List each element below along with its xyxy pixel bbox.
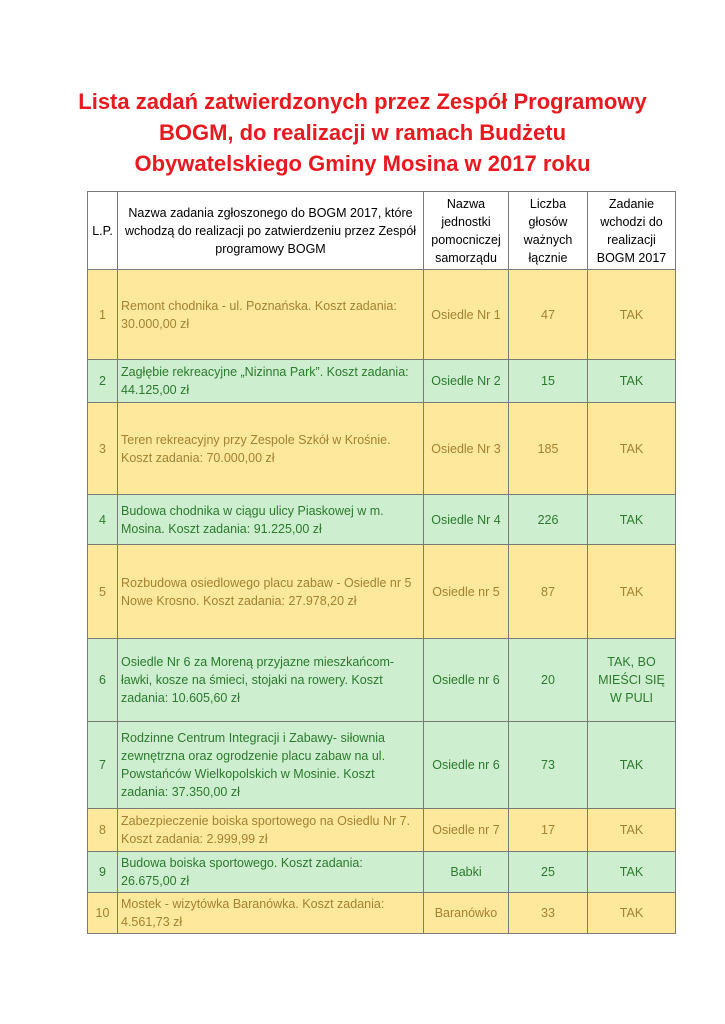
cell-lp: 7 (88, 722, 118, 809)
cell-task-name: Remont chodnika - ul. Poznańska. Koszt zadania: 30.000,00 zł (118, 270, 424, 360)
cell-votes: 87 (509, 545, 588, 639)
cell-task-name: Teren rekreacyjny przy Zespole Szkół w Krośnie. Koszt zadania: 70.000,00 zł (118, 403, 424, 495)
table-row (88, 495, 676, 545)
cell-lp: 9 (88, 852, 118, 893)
cell-votes: 17 (509, 809, 588, 852)
title-line-1: Lista zadań zatwierdzonych przez Zespół Programowy (78, 89, 647, 114)
cell-votes: 185 (509, 403, 588, 495)
header-unit: Nazwa jednostki pomocniczej samorządu (424, 192, 509, 270)
cell-task-name: Osiedle Nr 6 za Moreną przyjazne mieszkańcom- ławki, kosze na śmieci, stojaki na rowery. Koszt zadania: 10.605,60 zł (118, 639, 424, 722)
cell-lp: 5 (88, 545, 118, 639)
cell-lp: 1 (88, 270, 118, 360)
cell-lp: 6 (88, 639, 118, 722)
cell-task-name: Zabezpieczenie boiska sportowego na Osiedlu Nr 7. Koszt zadania: 2.999,99 zł (118, 809, 424, 852)
cell-status: TAK, BO MIEŚCI SIĘ W PULI (588, 639, 676, 722)
header-row (88, 192, 676, 270)
cell-unit: Osiedle nr 7 (424, 809, 509, 852)
cell-status: TAK (588, 403, 676, 495)
cell-unit: Osiedle Nr 2 (424, 360, 509, 403)
table-row (88, 809, 676, 852)
cell-votes: 226 (509, 495, 588, 545)
cell-status: TAK (588, 270, 676, 360)
cell-votes: 15 (509, 360, 588, 403)
cell-unit: Babki (424, 852, 509, 893)
cell-task-name: Rodzinne Centrum Integracji i Zabawy- siłownia zewnętrzna oraz ogrodzenie placu zabaw na ul. Powstańców Wielkopolskich w Mosinie. Koszt zadania: 37.350,00 zł (118, 722, 424, 809)
title-line-2: BOGM, do realizacji w ramach Budżetu (158, 120, 567, 145)
cell-status: TAK (588, 893, 676, 934)
table-row (88, 639, 676, 722)
cell-unit: Osiedle nr 5 (424, 545, 509, 639)
table-row (88, 722, 676, 809)
cell-votes: 20 (509, 639, 588, 722)
cell-lp: 10 (88, 893, 118, 934)
cell-task-name: Mostek - wizytówka Baranówka. Koszt zadania: 4.561,73 zł (118, 893, 424, 934)
cell-unit: Osiedle Nr 1 (424, 270, 509, 360)
table-row (88, 403, 676, 495)
cell-lp: 4 (88, 495, 118, 545)
cell-status: TAK (588, 495, 676, 545)
table-row (88, 360, 676, 403)
cell-unit: Osiedle Nr 4 (424, 495, 509, 545)
cell-votes: 25 (509, 852, 588, 893)
header-lp: L.P. (88, 192, 118, 270)
tasks-table (87, 191, 676, 934)
document-title (40, 86, 685, 179)
tasks-table-body (88, 270, 676, 934)
cell-unit: Baranówko (424, 893, 509, 934)
cell-unit: Osiedle Nr 3 (424, 403, 509, 495)
table-row (88, 893, 676, 934)
cell-task-name: Budowa boiska sportowego. Koszt zadania: 26.675,00 zł (118, 852, 424, 893)
cell-unit: Osiedle nr 6 (424, 639, 509, 722)
cell-status: TAK (588, 722, 676, 809)
header-votes: Liczba głosów ważnych łącznie (509, 192, 588, 270)
cell-lp: 8 (88, 809, 118, 852)
cell-status: TAK (588, 545, 676, 639)
header-status: Zadanie wchodzi do realizacji BOGM 2017 (588, 192, 676, 270)
cell-task-name: Zagłębie rekreacyjne „Nizinna Park”. Koszt zadania: 44.125,00 zł (118, 360, 424, 403)
cell-task-name: Budowa chodnika w ciągu ulicy Piaskowej w m. Mosina. Koszt zadania: 91.225,00 zł (118, 495, 424, 545)
table-row (88, 270, 676, 360)
cell-lp: 2 (88, 360, 118, 403)
cell-votes: 73 (509, 722, 588, 809)
table-row (88, 545, 676, 639)
cell-task-name: Rozbudowa osiedlowego placu zabaw - Osiedle nr 5 Nowe Krosno. Koszt zadania: 27.978,20 zł (118, 545, 424, 639)
title-line-3: Obywatelskiego Gminy Mosina w 2017 roku (134, 151, 591, 176)
cell-votes: 33 (509, 893, 588, 934)
header-task-name: Nazwa zadania zgłoszonego do BOGM 2017, które wchodzą do realizacji po zatwierdzeniu przez Zespół programowy BOGM (118, 192, 424, 270)
table-row (88, 852, 676, 893)
cell-status: TAK (588, 852, 676, 893)
cell-lp: 3 (88, 403, 118, 495)
cell-status: TAK (588, 360, 676, 403)
cell-votes: 47 (509, 270, 588, 360)
cell-status: TAK (588, 809, 676, 852)
cell-unit: Osiedle nr 6 (424, 722, 509, 809)
